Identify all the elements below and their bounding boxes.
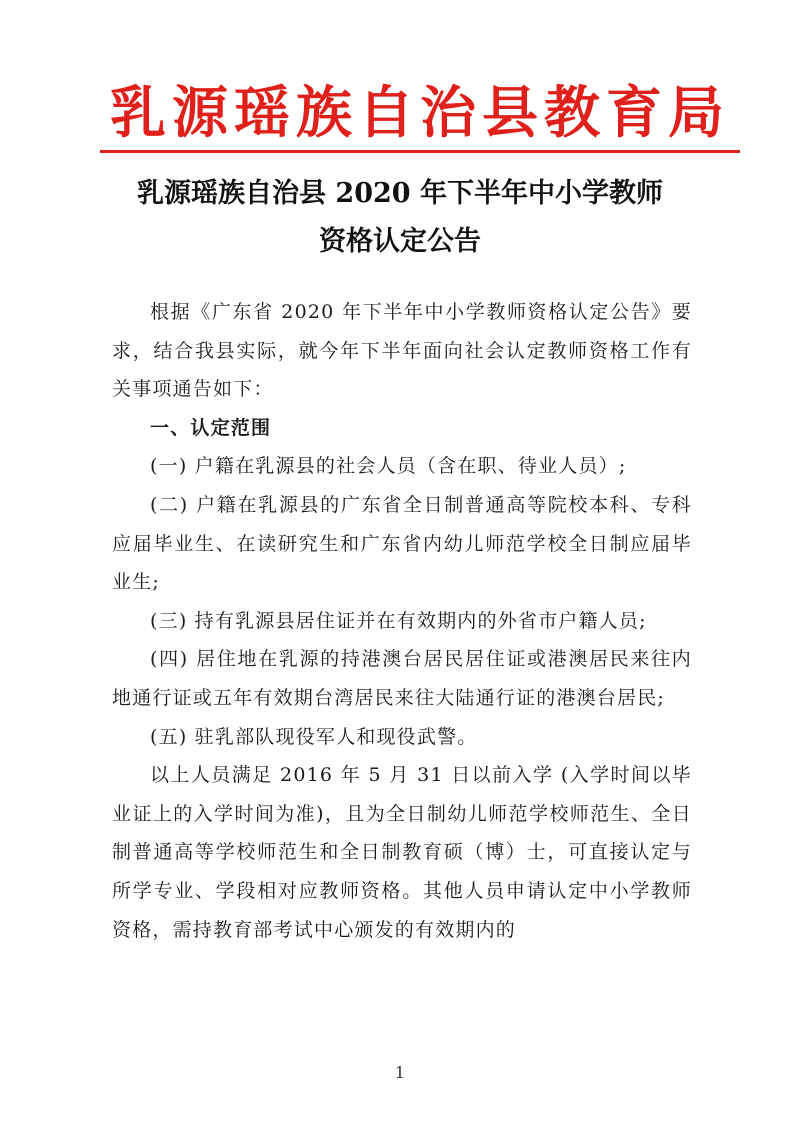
intro-paragraph: 根据《广东省 2020 年下半年中小学教师资格认定公告》要求，结合我县实际，就今年下半年面向社会认定教师资格工作有关事项通告如下： xyxy=(112,301,692,401)
scope-item-5: (五) 驻乳部队现役军人和现役武警。 xyxy=(150,725,478,748)
document-title-line-2: 资格认定公告 xyxy=(319,226,481,257)
scope-item-3: (三) 持有乳源县居住证并在有效期内的外省市户籍人员; xyxy=(150,609,647,632)
scope-item-4: (四) 居住地在乳源的持港澳台居民居住证或港澳居民来往内地通行证或五年有效期台湾居民来往大陆通行证的港澳台居民; xyxy=(112,648,692,709)
document-body xyxy=(112,293,692,949)
scope-item-2: (二) 户籍在乳源县的广东省全日制普通高等院校本科、专科应届毕业生、在读研究生和广东省内幼儿师范学校全日制应届毕业生; xyxy=(112,493,692,594)
section-heading-scope: 一、认定范围 xyxy=(150,416,272,439)
page-number: 1 xyxy=(394,1063,406,1082)
letterhead-org-name: 乳源瑶族自治县教育局 xyxy=(110,81,730,146)
letterhead-red-rule xyxy=(100,150,740,153)
scope-closing-paragraph: 以上人员满足 2016 年 5 月 31 日以前入学 (入学时间以毕业证上的入学时间为准)，且为全日制幼儿师范学校师范生、全日制普通高等学校师范生和全日制教育硕（博）士，可直接认定与所学专业、学段相对应教师资格。其他人员申请认定中小学教师资格，需持教育部考试中心颁发的有效期内的 xyxy=(112,764,692,941)
document-title xyxy=(80,170,720,266)
document-title-line-1: 乳源瑶族自治县 2020 年下半年中小学教师 xyxy=(137,178,663,209)
scope-item-1: (一) 户籍在乳源县的社会人员（含在职、待业人员）; xyxy=(150,455,627,478)
